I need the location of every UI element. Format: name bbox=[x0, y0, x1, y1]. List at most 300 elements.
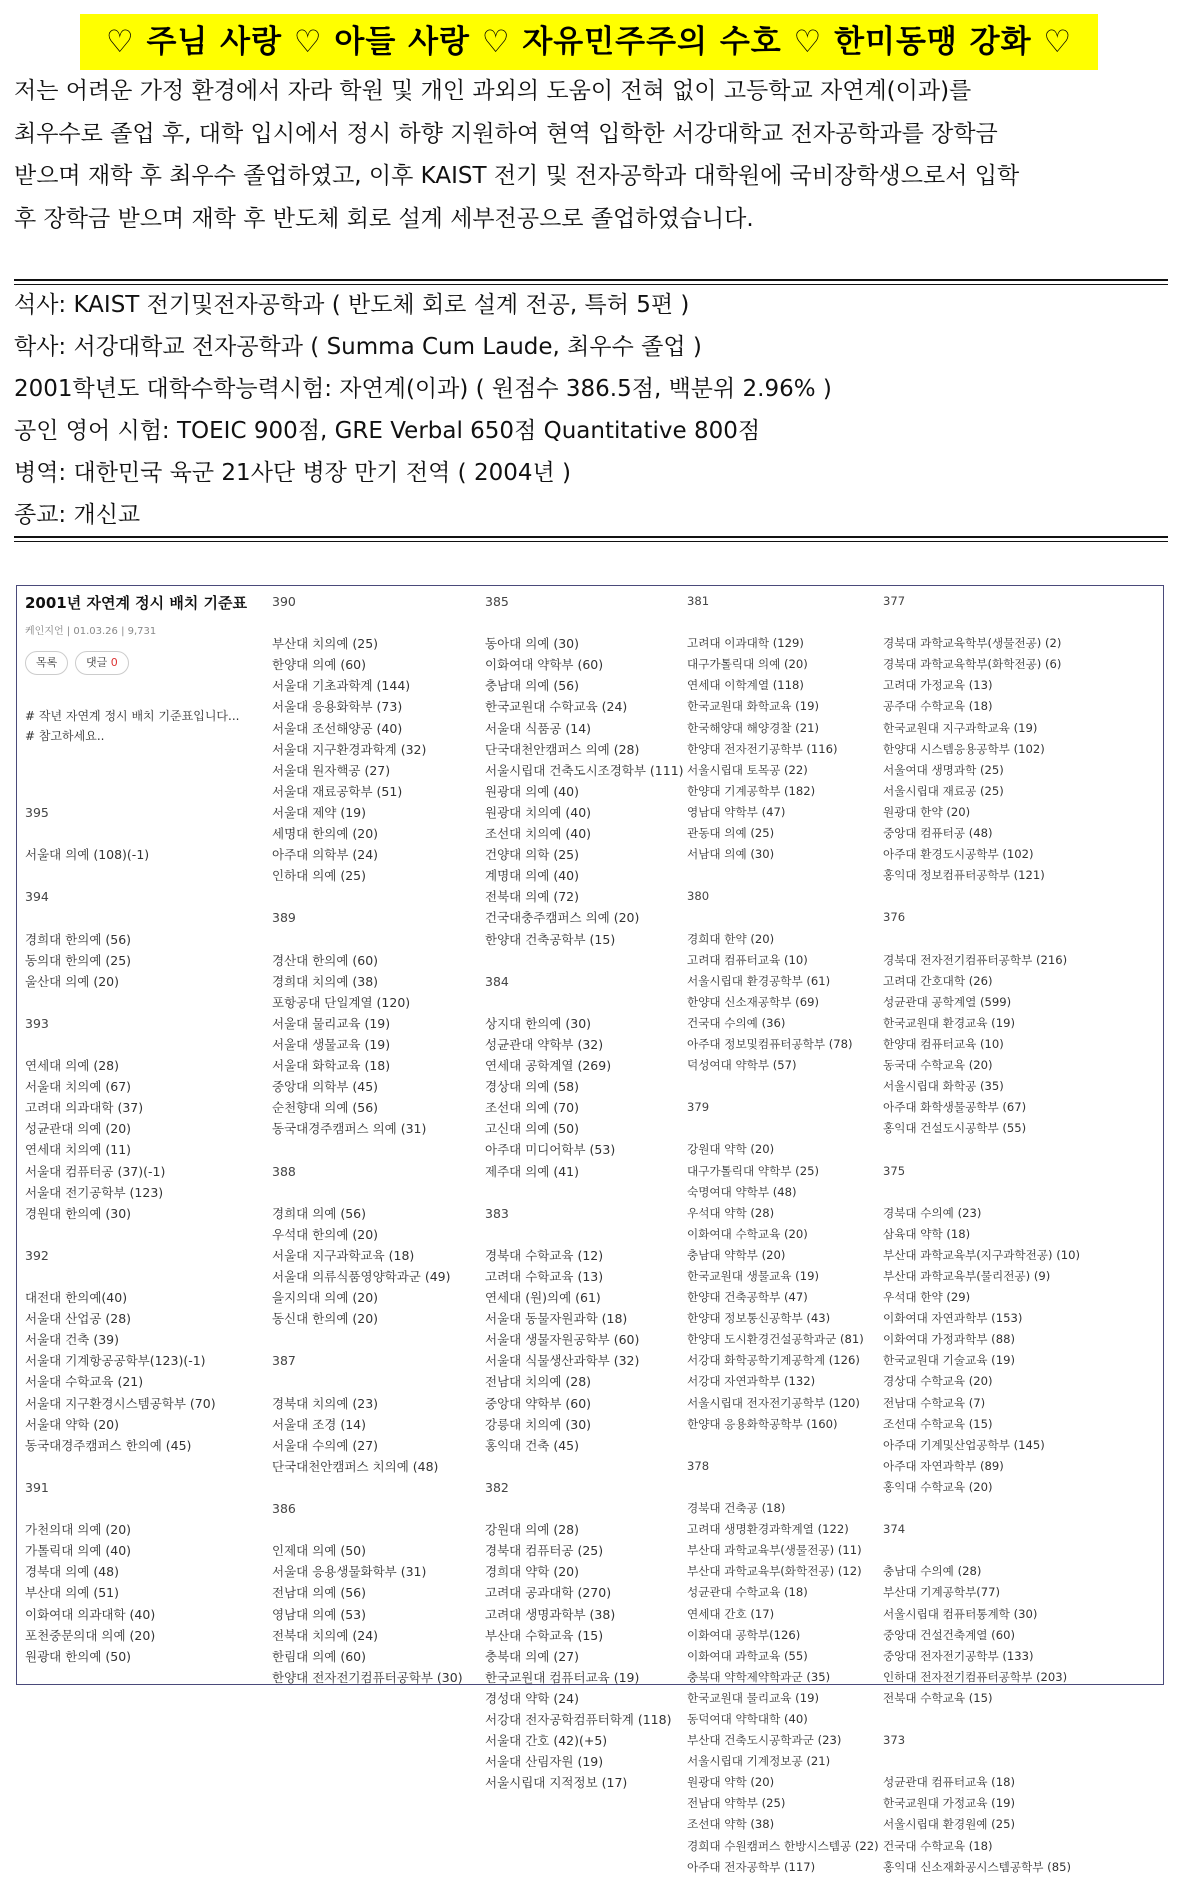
list-item: 성균관대 컴퓨터교육 (18) bbox=[883, 1775, 1015, 1790]
score-heading: 377 bbox=[883, 594, 906, 608]
spacer bbox=[25, 675, 216, 696]
list-item: 조선대 수학교육 (15) bbox=[883, 1416, 993, 1431]
list-item: 중앙대 전자전기공학부 (133) bbox=[883, 1648, 1034, 1663]
score-heading: 382 bbox=[485, 1479, 509, 1495]
list-item: 아주대 미디어학부 (53) bbox=[485, 1142, 616, 1158]
list-item: 동의대 한의예 (25) bbox=[25, 952, 132, 968]
list-item: 서울시립대 전자전기공학부 (120) bbox=[687, 1395, 860, 1410]
intro-line: 저는 어려운 가정 환경에서 자라 학원 및 개인 과외의 도움이 전혀 없이 고등학교 자연계(이과)를 bbox=[14, 78, 972, 104]
list-item: 대구가톨릭대 약학부 (25) bbox=[687, 1163, 819, 1178]
list-item: 서울대 조경 (14) bbox=[272, 1416, 366, 1432]
spacer bbox=[25, 907, 216, 928]
list-item: 전북대 의예 (72) bbox=[485, 889, 579, 905]
profile-row: 병역: 대한민국 육군 21사단 병장 만기 전역 ( 2004년 ) bbox=[14, 460, 572, 486]
list-item: 숙명여대 약학부 (48) bbox=[687, 1184, 797, 1199]
score-heading: 379 bbox=[687, 1100, 710, 1115]
list-item: 홍익대 신소재화공시스템공학부 (85) bbox=[883, 1859, 1071, 1874]
list-item: 서강대 전자공학컴퓨터학계 (118) bbox=[485, 1711, 672, 1727]
list-item: 서울시립대 환경공학부 (61) bbox=[687, 973, 831, 988]
spacer bbox=[485, 1498, 684, 1519]
list-item: 서울대 의류식품영양학과군 (49) bbox=[272, 1269, 451, 1284]
profile-list bbox=[14, 284, 1164, 536]
list-item: 서울대 조선해양공 (40) bbox=[272, 720, 403, 736]
spacer bbox=[687, 1477, 879, 1498]
list-item: 영남대 의예 (53) bbox=[272, 1606, 366, 1622]
spacer bbox=[25, 1266, 216, 1287]
list-item: 원광대 의예 (40) bbox=[485, 783, 579, 799]
list-item: 서울대 원자핵공 (27) bbox=[272, 762, 391, 778]
list-item: 성균관대 공학계열 (599) bbox=[883, 994, 1012, 1009]
spacer bbox=[883, 1182, 1080, 1203]
list-item: 관동대 의예 (25) bbox=[687, 826, 775, 841]
list-item: 부산대 과학교육부(생물전공) (11) bbox=[687, 1543, 862, 1558]
list-item: 충남대 의예 (56) bbox=[485, 678, 579, 694]
list-item: 동국대경주캠퍼스 의예 (31) bbox=[272, 1121, 427, 1137]
post-meta: 케인지언 | 01.03.26 | 9,731 bbox=[25, 626, 157, 637]
list-item: 연세대 (원)의예 (61) bbox=[485, 1290, 601, 1306]
list-item: 우석대 약학 (28) bbox=[687, 1205, 775, 1220]
list-item: 홍익대 정보컴퓨터공학부 (121) bbox=[883, 868, 1045, 883]
list-item: 성균관대 의예 (20) bbox=[25, 1121, 132, 1137]
spacer bbox=[485, 1456, 684, 1477]
list-item: 인하대 전자전기컴퓨터공학부 (203) bbox=[883, 1669, 1068, 1684]
list-item: 성균관대 약학부 (32) bbox=[485, 1036, 604, 1052]
list-item: 한양대 응용화학공학부 (160) bbox=[687, 1416, 838, 1431]
score-heading: 376 bbox=[883, 910, 906, 925]
list-item: 서울대 재료공학부 (51) bbox=[272, 783, 403, 799]
list-item: 세명대 한의예 (20) bbox=[272, 826, 379, 842]
score-heading: 386 bbox=[272, 1501, 296, 1517]
cutoff-column bbox=[485, 591, 684, 1793]
list-item: 서울시립대 컴퓨터통계학 (30) bbox=[883, 1606, 1038, 1621]
list-item: 서울대 응용생물화학부 (31) bbox=[272, 1564, 427, 1580]
list-item: 홍익대 수학교육 (20) bbox=[883, 1479, 993, 1494]
spacer bbox=[25, 1456, 216, 1477]
list-item: 한국교원대 생물교육 (19) bbox=[687, 1269, 819, 1283]
score-heading: 388 bbox=[272, 1163, 296, 1179]
list-item: 한양대 정보통신공학부 (43) bbox=[687, 1311, 831, 1326]
spacer bbox=[883, 1751, 1080, 1772]
list-item: 아주대 화학생물공학부 (67) bbox=[883, 1100, 1027, 1115]
list-item: 연세대 의예 (28) bbox=[25, 1058, 119, 1074]
spacer bbox=[272, 1519, 463, 1540]
list-item: 서강대 화학공학기계공학계 (126) bbox=[687, 1353, 860, 1368]
spacer bbox=[272, 1477, 463, 1498]
list-item: 건국대 수학교육 (18) bbox=[883, 1838, 993, 1853]
list-item: 경북대 치의예 (23) bbox=[272, 1395, 379, 1411]
list-item: 고려대 공과대학 (270) bbox=[485, 1585, 612, 1601]
list-item: 경희대 치의예 (38) bbox=[272, 973, 379, 989]
list-item: 고려대 생명환경과학계열 (122) bbox=[687, 1522, 849, 1537]
spacer bbox=[687, 1076, 879, 1097]
list-item: 경북대 수의예 (23) bbox=[883, 1205, 982, 1220]
list-item: 중앙대 의학부 (45) bbox=[272, 1079, 379, 1095]
list-item: 연세대 치의예 (11) bbox=[25, 1142, 132, 1158]
list-item: 서울대 치의예 (67) bbox=[25, 1079, 132, 1095]
list-item: 이화여대 가정과학부 (88) bbox=[883, 1332, 1015, 1347]
spacer bbox=[687, 865, 879, 886]
spacer bbox=[485, 1182, 684, 1203]
list-item: 우석대 한의예 (20) bbox=[272, 1226, 379, 1242]
list-item: 인제대 의예 (50) bbox=[272, 1543, 366, 1559]
list-item: 고려대 컴퓨터교육 (10) bbox=[687, 952, 808, 967]
list-item: 아주대 자연과학부 (89) bbox=[883, 1458, 1004, 1473]
score-heading: 392 bbox=[25, 1247, 49, 1263]
list-item: 가천의대 의예 (20) bbox=[25, 1522, 132, 1538]
spacer bbox=[25, 696, 216, 717]
list-item: 서남대 의예 (30) bbox=[687, 847, 775, 862]
score-heading: 380 bbox=[687, 889, 710, 904]
spacer bbox=[485, 950, 684, 971]
list-item: 고려대 의과대학 (37) bbox=[25, 1100, 144, 1116]
spacer bbox=[25, 612, 216, 633]
list-item: 원광대 한약 (20) bbox=[883, 804, 971, 819]
comment-label: 댓글 bbox=[86, 656, 108, 669]
list-item: 서울대 약학 (20) bbox=[25, 1416, 119, 1432]
list-item: 조선대 의예 (70) bbox=[485, 1100, 579, 1116]
spacer bbox=[485, 992, 684, 1013]
list-item: 서울대 생물교육 (19) bbox=[272, 1036, 391, 1052]
list-item: 충북대 의예 (27) bbox=[485, 1648, 579, 1664]
list-item: 부산대 수학교육 (15) bbox=[485, 1627, 604, 1643]
list-item: 한국교원대 물리교육 (19) bbox=[687, 1690, 819, 1705]
list-item: 부산대 과학교육부(물리전공) (9) bbox=[883, 1269, 1051, 1283]
list-item: 전북대 수학교육 (15) bbox=[883, 1690, 993, 1705]
score-heading: 381 bbox=[687, 594, 710, 608]
list-item: 경원대 한의예 (30) bbox=[25, 1205, 132, 1221]
spacer bbox=[687, 907, 879, 928]
spacer bbox=[272, 1182, 463, 1203]
spacer bbox=[25, 718, 216, 739]
list-item: 경상대 의예 (58) bbox=[485, 1079, 579, 1095]
list-item: 강릉대 치의예 (30) bbox=[485, 1416, 592, 1432]
list-item: 한국교원대 화학교육 (19) bbox=[687, 699, 819, 714]
list-item: 한양대 건축공학부 (47) bbox=[687, 1290, 808, 1305]
spacer bbox=[687, 612, 879, 633]
list-item: 경희대 의예 (56) bbox=[272, 1205, 366, 1221]
list-item: 서울시립대 환경원예 (25) bbox=[883, 1817, 1015, 1832]
list-item: 제주대 의예 (41) bbox=[485, 1163, 579, 1179]
list-item: 부산대 과학교육부(지구과학전공) (10) bbox=[883, 1247, 1081, 1262]
divider-bottom bbox=[14, 536, 1168, 542]
score-heading: 394 bbox=[25, 889, 49, 905]
list-item: 우석대 한약 (29) bbox=[883, 1290, 971, 1305]
list-item: 서울대 응용화학부 (73) bbox=[272, 699, 403, 715]
list-item: 서울시립대 기계정보공 (21) bbox=[687, 1754, 831, 1769]
list-item: 전남대 치의예 (28) bbox=[485, 1374, 592, 1390]
list-item: 경성대 약학 (24) bbox=[485, 1690, 579, 1706]
list-item: 서울대 기계항공공학부(123)(-1) bbox=[25, 1353, 206, 1369]
list-item: 원광대 한의예 (50) bbox=[25, 1648, 132, 1664]
list-item: 경북대 수학교육 (12) bbox=[485, 1247, 604, 1263]
list-item: 한양대 건축공학부 (15) bbox=[485, 931, 616, 947]
list-item: 경희대 한의예 (56) bbox=[25, 931, 132, 947]
spacer bbox=[25, 992, 216, 1013]
spacer bbox=[687, 1118, 879, 1139]
list-item: 서울대 식물생산과학부 (32) bbox=[485, 1353, 640, 1369]
list-item: 경희대 한약 (20) bbox=[687, 931, 775, 946]
motto-banner: ♡ 주님 사랑 ♡ 아들 사랑 ♡ 자유민주주의 수호 ♡ 한미동맹 강화 ♡ bbox=[80, 14, 1098, 70]
list-item: 한국교원대 환경교육 (19) bbox=[883, 1015, 1015, 1030]
list-item: 서울여대 생명과학 (25) bbox=[883, 762, 1004, 777]
list-item: 성균관대 수학교육 (18) bbox=[687, 1585, 808, 1600]
spacer bbox=[25, 781, 216, 802]
list-item: 연세대 공학계열 (269) bbox=[485, 1058, 612, 1074]
list-item: 한국교원대 가정교육 (19) bbox=[883, 1796, 1015, 1811]
spacer bbox=[25, 865, 216, 886]
list-item: 서울대 화학교육 (18) bbox=[272, 1058, 391, 1074]
cutoff-column bbox=[687, 591, 879, 1878]
list-item: 단국대천안캠퍼스 의예 (28) bbox=[485, 741, 640, 757]
spacer bbox=[883, 1498, 1080, 1519]
profile-row: 공인 영어 시험: TOEIC 900점, GRE Verbal 650점 Quantitative 800점 bbox=[14, 418, 761, 444]
comment-count: 0 bbox=[110, 656, 118, 669]
spacer bbox=[25, 654, 216, 675]
spacer bbox=[25, 739, 216, 760]
list-item: 이화여대 수학교육 (20) bbox=[687, 1226, 808, 1241]
embedded-post-screenshot bbox=[16, 585, 1164, 1874]
list-item: 공주대 수학교육 (18) bbox=[883, 699, 993, 714]
list-item: 서울대 산림자원 (19) bbox=[485, 1754, 604, 1770]
list-item: 한국교원대 수학교육 (24) bbox=[485, 699, 628, 715]
profile-row: 2001학년도 대학수학능력시험: 자연계(이과) ( 원점수 386.5점, 백분위 2.96% ) bbox=[14, 376, 832, 402]
list-item: 이화여대 자연과학부 (153) bbox=[883, 1311, 1023, 1326]
list-item: 홍익대 건설도시공학부 (55) bbox=[883, 1121, 1027, 1136]
spacer bbox=[687, 1435, 879, 1456]
list-item: 가톨릭대 의예 (40) bbox=[25, 1543, 132, 1559]
list-item: 충남대 약학부 (20) bbox=[687, 1247, 786, 1262]
list-item: 서울대 수의예 (27) bbox=[272, 1437, 379, 1453]
intro-paragraph bbox=[14, 70, 1164, 240]
cutoff-column bbox=[883, 591, 1080, 1878]
spacer bbox=[883, 1709, 1080, 1730]
list-button[interactable]: 목록 bbox=[25, 651, 68, 675]
list-item: 이화여대 약학부 (60) bbox=[485, 657, 604, 673]
spacer bbox=[272, 929, 463, 950]
list-item: 서울대 기초과학계 (144) bbox=[272, 678, 411, 694]
post-note: # 작년 자연계 정시 배치 기준표입니다... bbox=[25, 709, 240, 723]
list-item: 동신대 한의예 (20) bbox=[272, 1311, 379, 1327]
list-item: 경북대 과학교육학부(생물전공) (2) bbox=[883, 636, 1062, 651]
list-item: 한국교원대 컴퓨터교육 (19) bbox=[485, 1669, 640, 1685]
list-item: 경상대 수학교육 (20) bbox=[883, 1374, 993, 1389]
list-item: 한양대 전자전기컴퓨터공학부 (30) bbox=[272, 1669, 463, 1685]
list-item: 한림대 의예 (60) bbox=[272, 1648, 366, 1664]
spacer bbox=[25, 1498, 216, 1519]
list-item: 고려대 가정교육 (13) bbox=[883, 678, 993, 693]
list-item: 건국대충주캠퍼스 의예 (20) bbox=[485, 910, 640, 926]
list-item: 조선대 약학 (38) bbox=[687, 1817, 775, 1832]
score-heading: 391 bbox=[25, 1479, 49, 1495]
list-item: 인하대 의예 (25) bbox=[272, 868, 366, 884]
list-item: 이화여대 과학교육 (55) bbox=[687, 1648, 808, 1663]
list-item: 경북대 과학교육학부(화학전공) (6) bbox=[883, 657, 1062, 672]
spacer bbox=[25, 1034, 216, 1055]
list-item: 전남대 의예 (56) bbox=[272, 1585, 366, 1601]
list-item: 연세대 이학계열 (118) bbox=[687, 678, 804, 693]
list-item: 한양대 시스템응용공학부 (102) bbox=[883, 741, 1045, 756]
list-item: 서울대 생물자원공학부 (60) bbox=[485, 1332, 640, 1348]
list-item: 고려대 간호대학 (26) bbox=[883, 973, 993, 988]
spacer bbox=[883, 612, 1080, 633]
list-item: 고신대 의예 (50) bbox=[485, 1121, 579, 1137]
list-item: 충남대 수의예 (28) bbox=[883, 1564, 982, 1579]
list-item: 동국대 수학교육 (20) bbox=[883, 1058, 993, 1073]
score-heading: 393 bbox=[25, 1015, 49, 1031]
list-item: 서강대 자연과학부 (132) bbox=[687, 1374, 816, 1389]
spacer bbox=[883, 886, 1080, 907]
spacer bbox=[25, 1224, 216, 1245]
list-item: 울산대 의예 (20) bbox=[25, 973, 119, 989]
list-item: 서울시립대 토목공 (22) bbox=[687, 762, 808, 777]
list-item: 한양대 컴퓨터교육 (10) bbox=[883, 1036, 1004, 1051]
list-item: 고려대 생명과학부 (38) bbox=[485, 1606, 616, 1622]
list-item: 부산대 과학교육부(화학전공) (12) bbox=[687, 1564, 862, 1579]
list-item: 아주대 정보및컴퓨터공학부 (78) bbox=[687, 1036, 853, 1051]
list-item: 홍익대 건축 (45) bbox=[485, 1437, 579, 1453]
list-item: 한국교원대 지구과학교육 (19) bbox=[883, 720, 1038, 735]
score-heading: 384 bbox=[485, 973, 509, 989]
score-heading: 389 bbox=[272, 910, 296, 926]
list-item: 을지의대 의예 (20) bbox=[272, 1290, 379, 1306]
list-item: 한양대 도시환경건설공학과군 (81) bbox=[687, 1332, 864, 1347]
list-item: 원광대 약학 (20) bbox=[687, 1775, 775, 1790]
spacer bbox=[25, 591, 216, 612]
spacer bbox=[485, 1224, 684, 1245]
cutoff-column bbox=[25, 591, 216, 1667]
list-item: 서울대 전기공학부 (123) bbox=[25, 1184, 164, 1200]
list-item: 한양대 신소재공학부 (69) bbox=[687, 994, 819, 1009]
list-item: 중앙대 약학부 (60) bbox=[485, 1395, 592, 1411]
list-item: 서울대 지구환경과학계 (32) bbox=[272, 741, 427, 757]
list-item: 중앙대 건설건축계열 (60) bbox=[883, 1627, 1015, 1642]
list-item: 부산대 의예 (51) bbox=[25, 1585, 119, 1601]
list-item: 한국해양대 해양경찰 (21) bbox=[687, 720, 819, 735]
list-item: 한양대 의예 (60) bbox=[272, 657, 366, 673]
list-item: 경희대 수원캠퍼스 한방시스템공 (22) bbox=[687, 1838, 879, 1853]
spacer bbox=[272, 1139, 463, 1160]
score-heading: 375 bbox=[883, 1163, 906, 1178]
score-heading: 374 bbox=[883, 1522, 906, 1537]
list-item: 전남대 수학교육 (7) bbox=[883, 1395, 986, 1410]
list-item: 서울시립대 재료공 (25) bbox=[883, 783, 1004, 798]
spacer bbox=[883, 1139, 1080, 1160]
intro-line: 최우수로 졸업 후, 대학 입시에서 정시 하향 지원하여 현역 입학한 서강대학교 전자공학과를 장학금 bbox=[14, 120, 998, 147]
intro-line: 후 장학금 받으며 재학 후 반도체 회로 설계 세부전공으로 졸업하였습니다. bbox=[14, 205, 754, 232]
list-item: 원광대 치의예 (40) bbox=[485, 804, 592, 820]
list-item: 경북대 전자전기컴퓨터공학부 (216) bbox=[883, 952, 1068, 967]
list-item: 부산대 치의예 (25) bbox=[272, 636, 379, 652]
list-item: 동국대경주캠퍼스 한의예 (45) bbox=[25, 1437, 192, 1453]
list-item: 건양대 의학 (25) bbox=[485, 847, 579, 863]
list-item: 서울대 산업공 (28) bbox=[25, 1311, 132, 1327]
list-item: 연세대 간호 (17) bbox=[687, 1606, 775, 1621]
score-heading: 383 bbox=[485, 1205, 509, 1221]
spacer bbox=[272, 1371, 463, 1392]
list-item: 대구가톨릭대 의예 (20) bbox=[687, 657, 808, 672]
score-heading: 373 bbox=[883, 1733, 906, 1748]
list-item: 전북대 치의예 (24) bbox=[272, 1627, 379, 1643]
spacer bbox=[883, 929, 1080, 950]
list-item: 서울대 건축 (39) bbox=[25, 1332, 119, 1348]
list-item: 부산대 기계공학부(77) bbox=[883, 1585, 1001, 1600]
profile-row: 석사: KAIST 전기및전자공학과 ( 반도체 회로 설계 전공, 특허 5편 ) bbox=[14, 292, 690, 318]
list-item: 아주대 의학부 (24) bbox=[272, 847, 379, 863]
list-item: 서울대 물리교육 (19) bbox=[272, 1015, 391, 1031]
score-heading: 385 bbox=[485, 594, 509, 609]
list-item: 서울대 지구환경시스템공학부 (70) bbox=[25, 1395, 216, 1411]
profile-row: 종교: 개신교 bbox=[14, 502, 141, 528]
list-item: 영남대 약학부 (47) bbox=[687, 804, 786, 819]
list-item: 포천중문의대 의예 (20) bbox=[25, 1627, 156, 1643]
spacer bbox=[883, 1540, 1080, 1561]
spacer bbox=[272, 886, 463, 907]
list-item: 서울시립대 지적정보 (17) bbox=[485, 1775, 628, 1791]
list-item: 고려대 이과대학 (129) bbox=[687, 636, 804, 651]
list-item: 포항공대 단일계열 (120) bbox=[272, 994, 411, 1010]
list-item: 서울대 수학교육 (21) bbox=[25, 1374, 144, 1390]
list-item: 삼육대 약학 (18) bbox=[883, 1226, 971, 1241]
intro-line: 받으며 재학 후 최우수 졸업하였고, 이후 KAIST 전기 및 전자공학과 대학원에 국비장학생으로서 입학 bbox=[14, 163, 1020, 189]
score-heading: 395 bbox=[25, 804, 49, 820]
list-item: 동덕여대 약학대학 (40) bbox=[687, 1711, 808, 1726]
post-note: # 참고하세요.. bbox=[25, 729, 105, 743]
spacer bbox=[25, 823, 216, 844]
list-item: 한양대 기계공학부 (182) bbox=[687, 783, 816, 798]
list-item: 순천향대 의예 (56) bbox=[272, 1100, 379, 1116]
list-item: 이화여대 의과대학 (40) bbox=[25, 1606, 156, 1622]
spacer bbox=[272, 1329, 463, 1350]
score-heading: 390 bbox=[272, 594, 296, 609]
list-item: 강원대 약학 (20) bbox=[687, 1142, 775, 1157]
list-item: 충북대 약학제약학과군 (35) bbox=[687, 1669, 831, 1684]
list-item: 한양대 전자전기공학부 (116) bbox=[687, 741, 838, 756]
list-item: 서울대 제약 (19) bbox=[272, 804, 366, 820]
list-item: 아주대 기계및산업공학부 (145) bbox=[883, 1437, 1045, 1452]
list-item: 서울시립대 건축도시조경학부 (111) bbox=[485, 762, 684, 778]
list-item: 한국교원대 기술교육 (19) bbox=[883, 1353, 1015, 1368]
list-item: 경북대 의예 (48) bbox=[25, 1564, 119, 1580]
list-item: 아주대 전자공학부 (117) bbox=[687, 1859, 816, 1874]
list-item: 계명대 의예 (40) bbox=[485, 868, 579, 884]
list-item: 서울대 의예 (108)(-1) bbox=[25, 847, 150, 863]
list-item: 고려대 수학교육 (13) bbox=[485, 1269, 604, 1284]
list-item: 건국대 수의예 (36) bbox=[687, 1015, 786, 1030]
list-item: 강원대 의예 (28) bbox=[485, 1522, 579, 1538]
list-item: 덕성여대 약학부 (57) bbox=[687, 1058, 797, 1073]
list-item: 서울대 간호 (42)(+5) bbox=[485, 1733, 608, 1749]
spacer bbox=[272, 612, 463, 633]
list-item: 경북대 컴퓨터공 (25) bbox=[485, 1543, 604, 1559]
list-item: 중앙대 컴퓨터공 (48) bbox=[883, 826, 993, 841]
list-item: 단국대천안캠퍼스 치의예 (48) bbox=[272, 1458, 439, 1474]
list-item: 부산대 건축도시공학과군 (23) bbox=[687, 1733, 842, 1748]
list-item: 전남대 약학부 (25) bbox=[687, 1796, 786, 1811]
profile-row: 학사: 서강대학교 전자공학과 ( Summa Cum Laude, 최우수 졸업 ) bbox=[14, 334, 702, 360]
list-item: 이화여대 공학부(126) bbox=[687, 1627, 801, 1642]
spacer bbox=[25, 760, 216, 781]
list-item: 동아대 의예 (30) bbox=[485, 636, 579, 652]
list-item: 서울시립대 화학공 (35) bbox=[883, 1079, 1004, 1094]
list-item: 서울대 동물자원과학 (18) bbox=[485, 1311, 628, 1327]
cutoff-column bbox=[272, 591, 463, 1688]
list-item: 조선대 치의예 (40) bbox=[485, 826, 592, 842]
list-item: 경희대 약학 (20) bbox=[485, 1564, 579, 1580]
list-item: 상지대 한의예 (30) bbox=[485, 1015, 592, 1031]
list-item: 서울대 컴퓨터공 (37)(-1) bbox=[25, 1163, 166, 1179]
list-item: 경북대 건축공 (18) bbox=[687, 1501, 786, 1516]
list-item: 서울대 식품공 (14) bbox=[485, 720, 592, 736]
